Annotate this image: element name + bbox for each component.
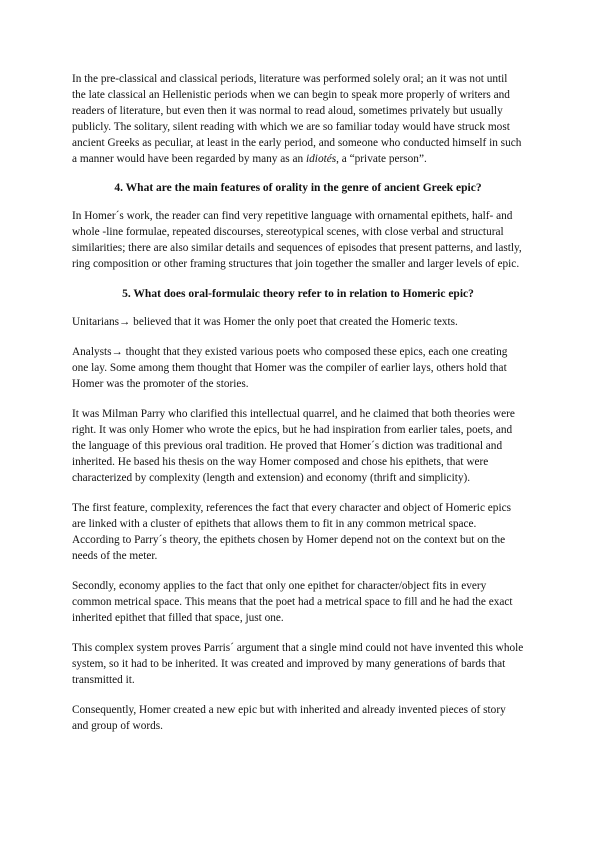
conclusion-paragraph: Consequently, Homer created a new epic but with inherited and already invented pieces of story and group of words. [72, 704, 506, 732]
question-5-heading: 5. What does oral-formulaic theory refer to in relation to Homeric epic? [122, 288, 474, 300]
question-4-answer: In Homer´s work, the reader can find very repetitive language with ornamental epithets, half- and whole -line formulae, repeated discourses, stereotypical scenes, with close verbal and structural similarities; there are also similar details and sequences of episodes that present patterns, and lastly, ring composition or other framing structures that join together the smaller and larger levels of epic. [72, 210, 522, 270]
analysts-paragraph: Analysts→ thought that they existed various poets who composed these epics, each one creating one lay. Some among them thought that Homer was the compiler of earlier lays, others hold that Homer was the promoter of the stories. [72, 346, 508, 390]
inherited-system-paragraph: This complex system proves Parris´ argument that a single mind could not have invented this whole system, so it had to be inherited. It was created and improved by many generations of bards that transmitted it. [72, 642, 524, 686]
intro-text-end: , a “private person”. [336, 153, 427, 165]
intro-paragraph [72, 71, 524, 167]
economy-paragraph: Secondly, economy applies to the fact that only one epithet for character/object fits in every common metrical space. This means that the poet had a metrical space to fill and he had the exact inherited epithet that filled that space, just one. [72, 580, 513, 624]
intro-italic-term: idiotés [306, 153, 337, 165]
complexity-paragraph: The first feature, complexity, references the fact that every character and object of Homeric epics are linked with a cluster of epithets that allows them to fit in any common metrical space. According to Parry´s theory, the epithets chosen by Homer depend not on the context but on the needs of the meter. [72, 502, 511, 562]
intro-text: In the pre-classical and classical periods, literature was performed solely oral; an it was not until the late classical an Hellenistic periods when we can begin to speak more properly of writers and readers of literature, but even then it was normal to read aloud, sometimes privately but usually publicly. The solitary, silent reading with which we are so familiar today would have struck most ancient Greeks as peculiar, at least in the early period, and someone who conducted himself in such a manner would have been regarded by many as an [72, 73, 522, 165]
unitarians-paragraph: Unitarians→ believed that it was Homer the only poet that created the Homeric texts. [72, 316, 458, 328]
parry-paragraph: It was Milman Parry who clarified this intellectual quarrel, and he claimed that both theories were right. It was only Homer who wrote the epics, but he had inspiration from earlier tales, poets, and the language of this previous oral tradition. He proved that Homer´s diction was traditional and inherited. He based his thesis on the way Homer composed and chose his epithets, that were characterized by complexity (length and extension) and economy (thrift and simplicity). [72, 408, 515, 484]
question-4-heading: 4. What are the main features of orality in the genre of ancient Greek epic? [114, 182, 482, 194]
